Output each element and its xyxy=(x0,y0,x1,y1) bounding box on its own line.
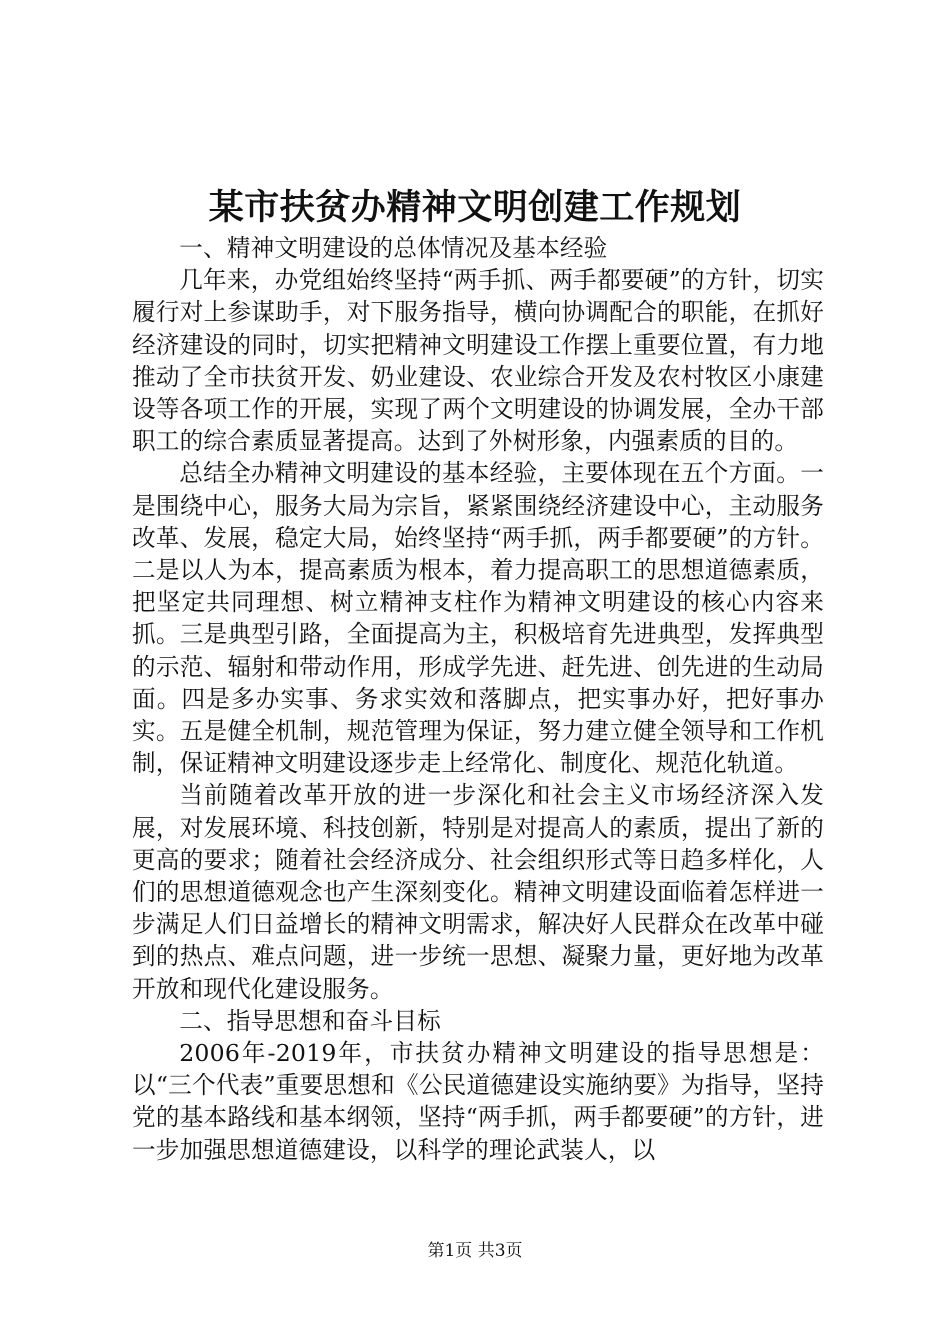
body-paragraph: 当前随着改革开放的进一步深化和社会主义市场经济深入发展，对发展环境、科技创新，特别是对提高人的素质，提出了新的更高的要求；随着社会经济成分、社会组织形式等日趋多样化，人们的思想道德观念也产生深刻变化。精神文明建设面临着怎样进一步满足人们日益增长的精神文明需求，解决好人民群众在改革中碰到的热点、难点问题，进一步统一思想、凝聚力量，更好地为改革开放和现代化建设服务。 xyxy=(132,781,824,1003)
section-heading-2: 二、指导思想和奋斗目标 xyxy=(179,1006,441,1035)
section-heading-1: 一、精神文明建设的总体情况及基本经验 xyxy=(179,234,608,262)
document-body xyxy=(132,232,824,1166)
page-number-footer: 第1页 共3页 xyxy=(427,1241,523,1261)
document-title: 某市扶贫办精神文明创建工作规划 xyxy=(208,188,742,228)
body-paragraph: 几年来，办党组始终坚持“两手抓、两手都要硬”的方针，切实履行对上参谋助手，对下服务指导，横向协调配合的职能，在抓好经济建设的同时，切实把精神文明建设工作摆上重要位置，有力地推动了全市扶贫开发、奶业建设、农业综合开发及农村牧区小康建设等各项工作的开展，实现了两个文明建设的协调发展，全办干部职工的综合素质显著提高。达到了外树形象，内强素质的目的。 xyxy=(132,266,824,456)
body-paragraph: 总结全办精神文明建设的基本经验，主要体现在五个方面。一是围绕中心，服务大局为宗旨，紧紧围绕经济建设中心，主动服务改革、发展，稳定大局，始终坚持“两手抓，两手都要硬”的方针。二是以人为本，提高素质为根本，着力提高职工的思想道德素质，把坚定共同理想、树立精神支柱作为精神文明建设的核心内容来抓。三是典型引路，全面提高为主，积极培育先进典型，发挥典型的示范、辐射和带动作用，形成学先进、赶先进、创先进的生动局面。四是多办实事、务求实效和落脚点，把实事办好，把好事办实。五是健全机制，规范管理为保证，努力建立健全领导和工作机制，保证精神文明建设逐步走上经常化、制度化、规范化轨道。 xyxy=(132,459,824,778)
body-paragraph: 2006年-2019年，市扶贫办精神文明建设的指导思想是：以“三个代表”重要思想和《公民道德建设实施纳要》为指导，坚持党的基本路线和基本纲领，坚持“两手抓，两手都要硬”的方针，进一步加强思想道德建设，以科学的理论武装人，以 xyxy=(132,1039,824,1164)
